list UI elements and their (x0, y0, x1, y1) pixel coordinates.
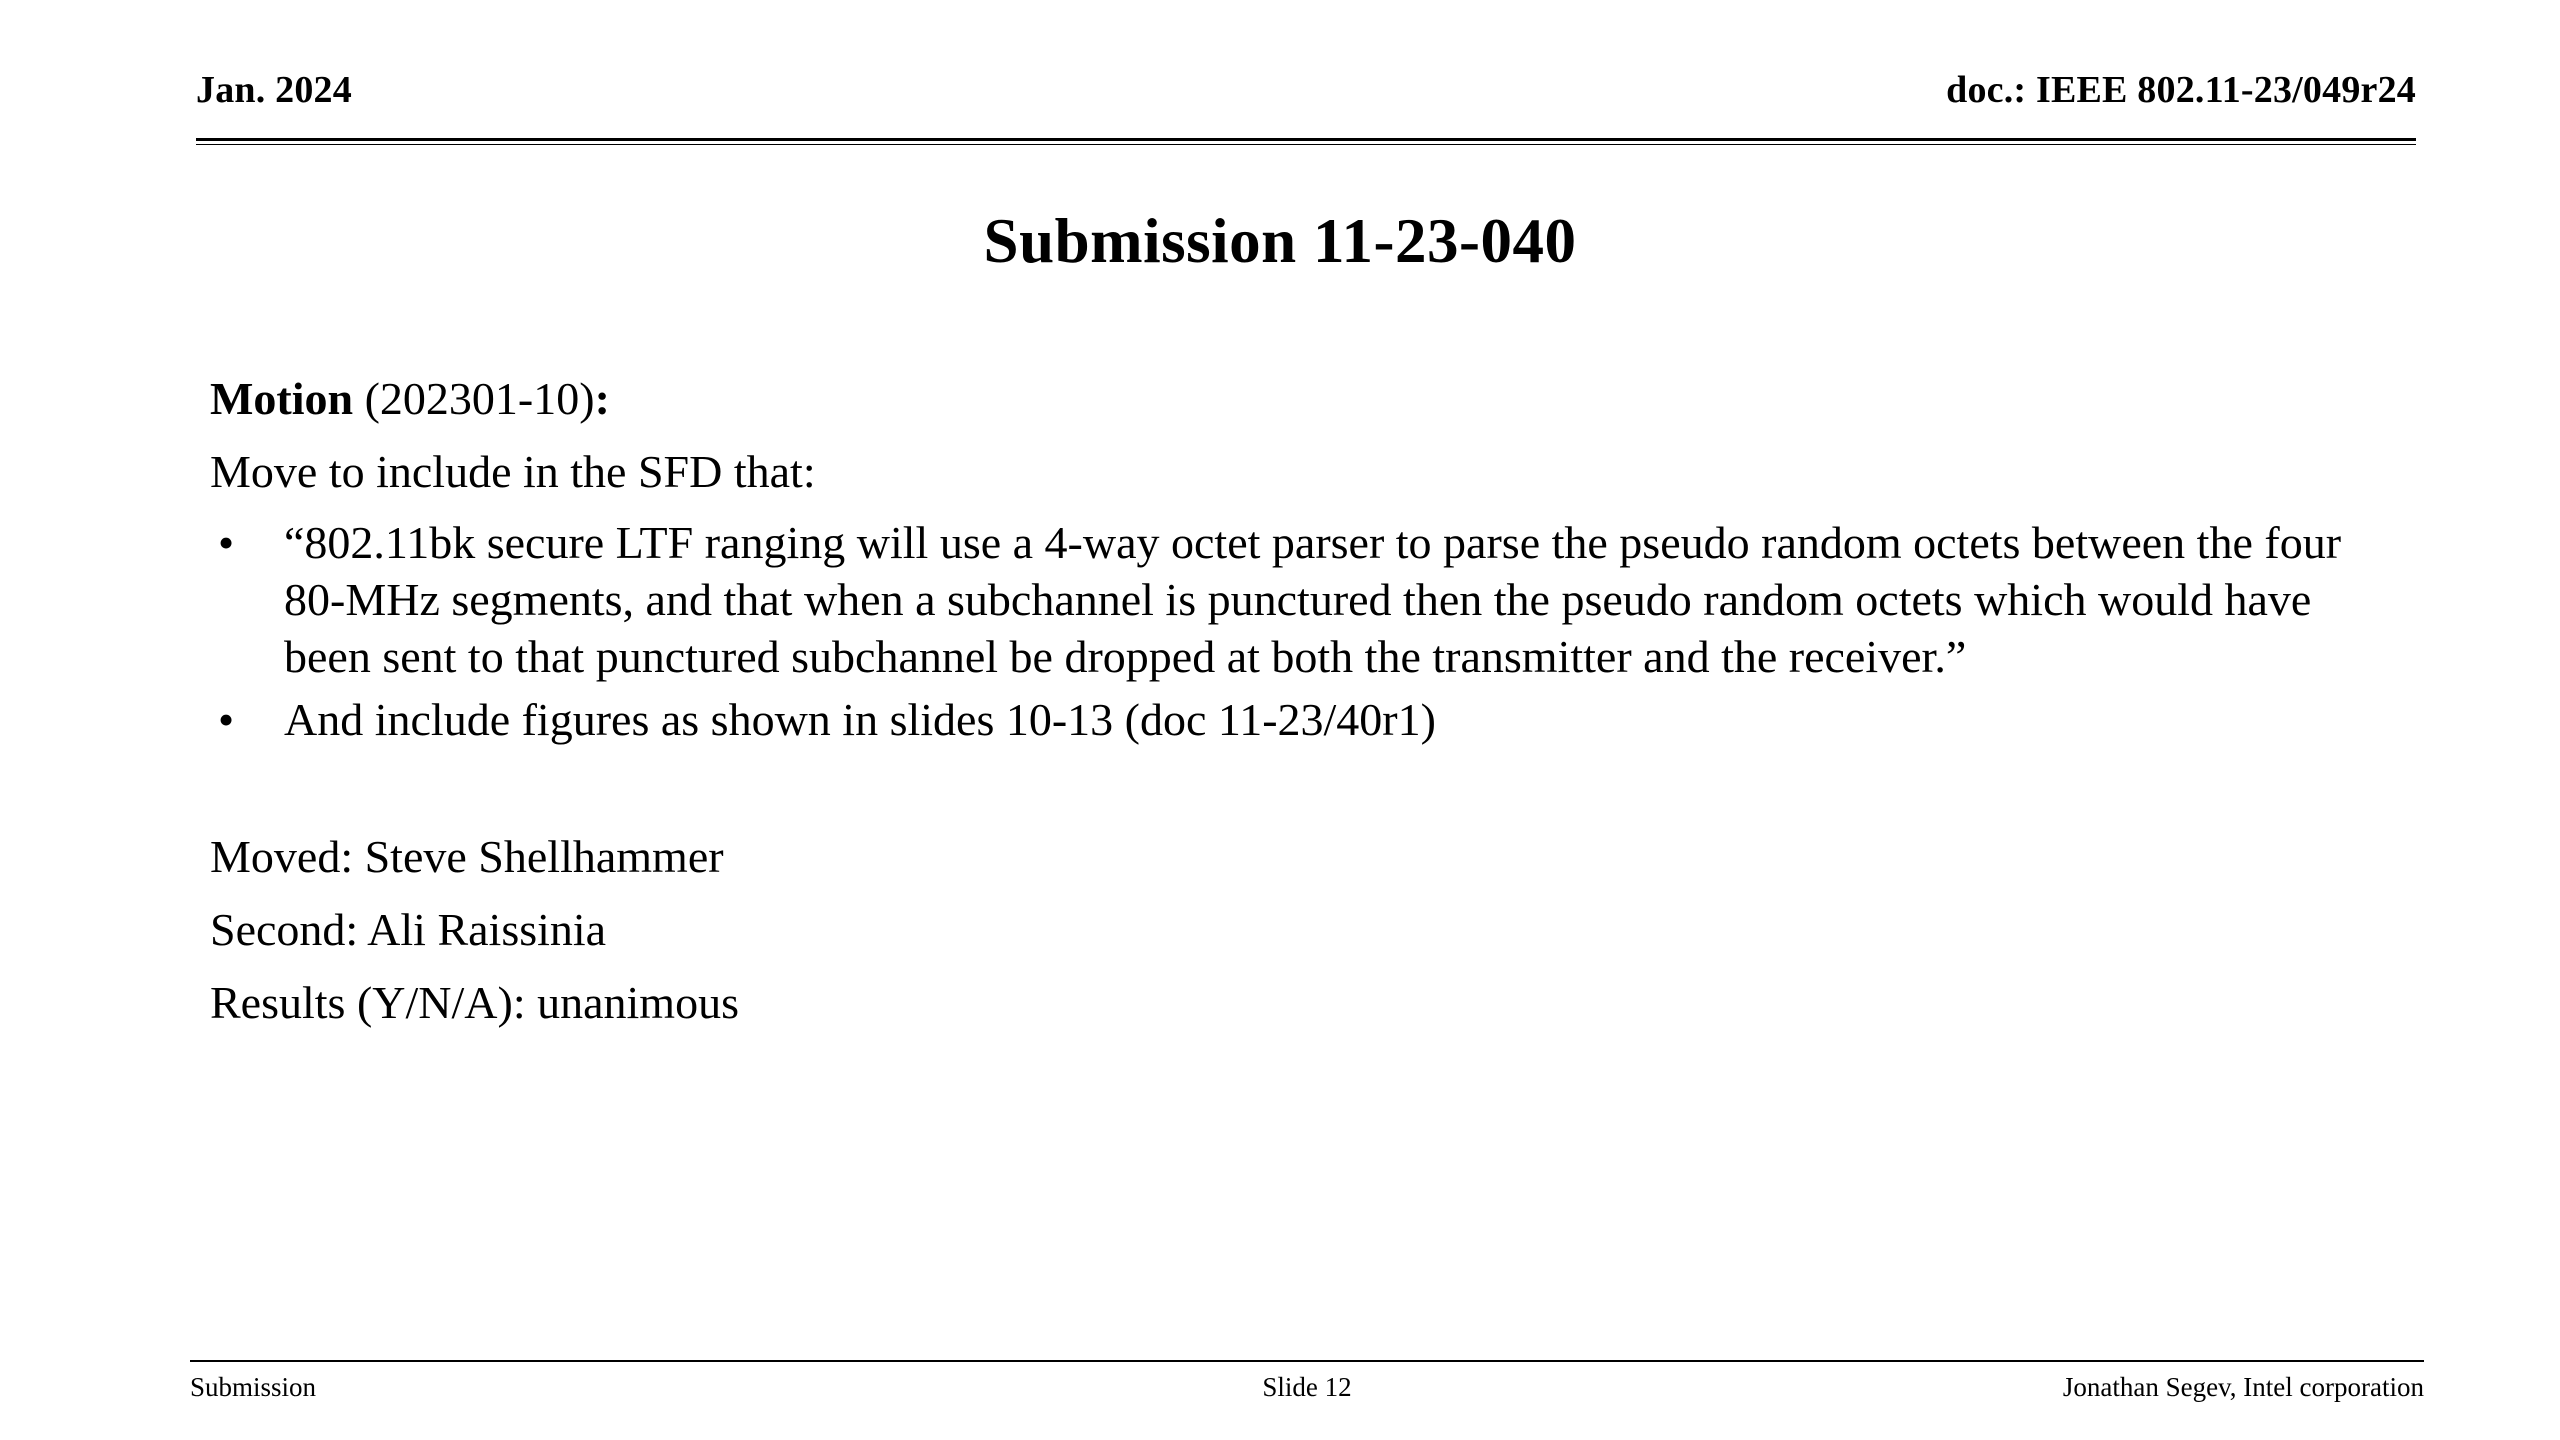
vertical-spacer (210, 754, 2440, 828)
seconded-by: Second: Ali Raissinia (210, 904, 607, 956)
header-doc-reference: doc.: IEEE 802.11-23/049r24 (1946, 69, 2416, 111)
list-item-text: And include figures as shown in slides 10-13 (doc 11-23/40r1) (284, 694, 1436, 746)
footer-slide-number: Slide 12 (1262, 1372, 1352, 1402)
motion-intro: Move to include in the SFD that: (210, 446, 816, 498)
header-divider (196, 138, 2416, 141)
page-title: Submission 11-23-040 (983, 206, 1577, 276)
header-date: Jan. 2024 (196, 69, 352, 111)
slide-footer (190, 1372, 2424, 1403)
motion-label: Motion (210, 373, 354, 424)
footer-divider (190, 1360, 2424, 1362)
header-divider-thin (196, 144, 2416, 145)
slide-header (196, 70, 2416, 112)
list-item (210, 691, 2440, 748)
slide-body (210, 370, 2440, 1047)
motion-number: (202301-10) (353, 373, 595, 424)
motion-heading (210, 370, 2440, 427)
motion-colon: : (594, 373, 610, 424)
list-item (210, 514, 2440, 685)
footer-author: Jonathan Segev, Intel corporation (2062, 1372, 2424, 1402)
vote-results: Results (Y/N/A): unanimous (210, 977, 739, 1029)
moved-by: Moved: Steve Shellhammer (210, 831, 724, 883)
footer-submission-label: Submission (190, 1372, 317, 1402)
list-item-text: “802.11bk secure LTF ranging will use a 4-way octet parser to parse the pseudo random octets between the four 80-MHz segments, and that when a subchannel is punctured then the pseudo random octets which would have been sent to that punctured subchannel be dropped at both the transmitter and the receiver.” (284, 517, 2342, 683)
bullet-icon: • (218, 517, 235, 569)
bullet-icon: • (218, 694, 235, 746)
